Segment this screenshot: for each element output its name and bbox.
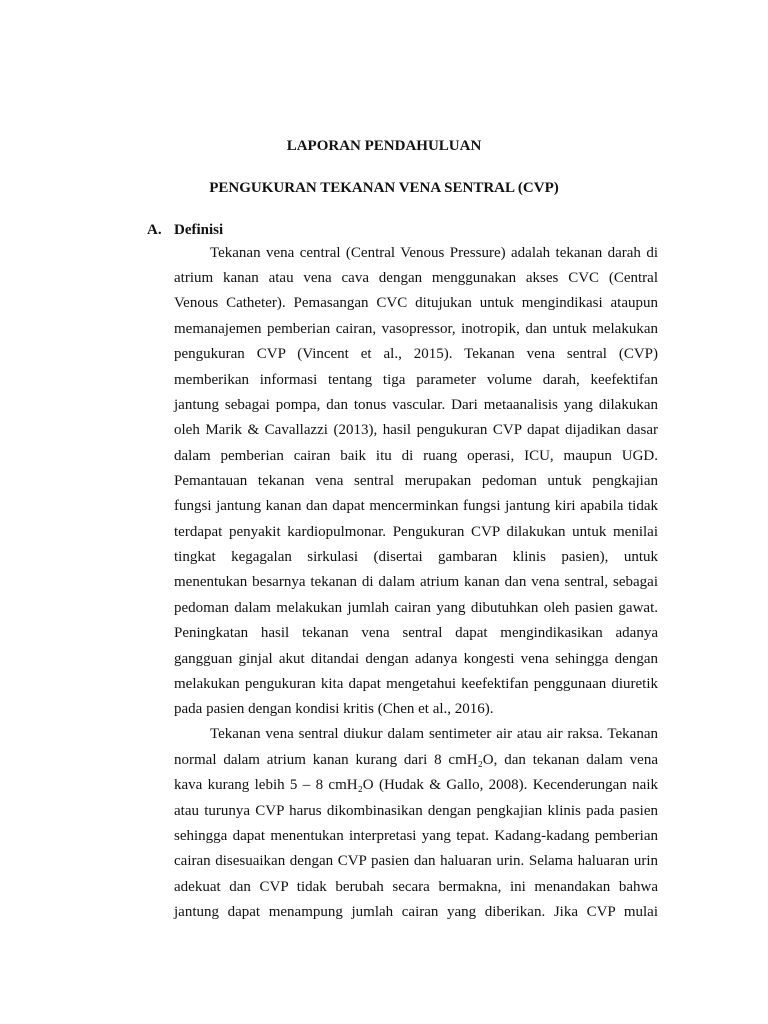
paragraph-line: dalam pemberian cairan baik itu di ruang operasi, ICU, maupun UGD. [174,448,658,464]
paragraph-line: menentukan besarnya tekanan di dalam atrium kanan dan vena sentral, sebagai [174,574,658,590]
paragraph-line: pengukuran CVP (Vincent et al., 2015). Tekanan vena sentral (CVP) [174,346,658,362]
document-subtitle: PENGUKURAN TEKANAN VENA SENTRAL (CVP) [209,180,559,196]
paragraph-line: tingkat kegagalan sirkulasi (disertai gambaran klinis pasien), untuk [174,549,658,565]
paragraph-line: kava kurang lebih 5 – 8 cmH₂O (Hudak & Gallo, 2008). Kecenderungan naik [174,777,658,793]
paragraph-line: memanajemen pemberian cairan, vasopressor, inotropik, dan untuk melakukan [174,321,658,337]
paragraph-line: fungsi jantung kanan dan dapat mencerminkan fungsi jantung kiri apabila tidak [174,498,658,514]
paragraph-line: Peningkatan hasil tekanan vena sentral dapat mengindikasikan adanya [174,625,658,641]
paragraph-line: Tekanan vena central (Central Venous Pressure) adalah tekanan darah di [210,245,658,261]
paragraph-line: normal dalam atrium kanan kurang dari 8 cmH₂O, dan tekanan dalam vena [174,752,658,768]
document-title: LAPORAN PENDAHULUAN [286,138,482,154]
section-letter: A. [147,222,162,238]
paragraph-line: cairan disesuaikan dengan CVP pasien dan haluaran urin. Selama haluaran urin [174,853,658,869]
paragraph-line: terdapat penyakit kardiopulmonar. Pengukuran CVP dilakukan untuk menilai [174,524,658,540]
paragraph-line: oleh Marik & Cavallazzi (2013), hasil pengukuran CVP dapat dijadikan dasar [174,422,658,438]
paragraph-line: Venous Catheter). Pemasangan CVC ditujukan untuk mengindikasi ataupun [174,295,658,311]
paragraph-line: sehingga dapat menentukan interpretasi yang tepat. Kadang-kadang pemberian [174,828,658,844]
paragraph-line: Tekanan vena sentral diukur dalam sentimeter air atau air raksa. Tekanan [210,726,658,742]
paragraph-line: memberikan informasi tentang tiga parameter volume darah, keefektifan [174,372,658,388]
paragraph-line: jantung sebagai pompa, dan tonus vascular. Dari metaanalisis yang dilakukan [174,397,658,413]
paragraph-line: gangguan ginjal akut ditandai dengan adanya kongesti vena sehingga dengan [174,651,658,667]
paragraph-line: jantung dapat menampung jumlah cairan yang diberikan. Jika CVP mulai [174,904,658,920]
paragraph-line: pada pasien dengan kondisi kritis (Chen et al., 2016). [174,701,494,717]
paragraph-line: pedoman dalam melakukan jumlah cairan yang dibutuhkan oleh pasien gawat. [174,600,658,616]
paragraph-line: Pemantauan tekanan vena sentral merupakan pedoman untuk pengkajian [174,473,658,489]
section-heading [147,220,223,240]
section-title: Definisi [174,222,224,238]
paragraph-line: adekuat dan CVP tidak berubah secara bermakna, ini menandakan bahwa [174,879,658,895]
paragraph-line: atau turunya CVP harus dikombinasikan dengan pengkajian klinis pada pasien [174,803,658,819]
paragraph-line: atrium kanan atau vena cava dengan menggunakan akses CVC (Central [174,270,658,286]
paragraph-line: melakukan pengukuran kita dapat mengetahui keefektifan penggunaan diuretik [174,676,658,692]
